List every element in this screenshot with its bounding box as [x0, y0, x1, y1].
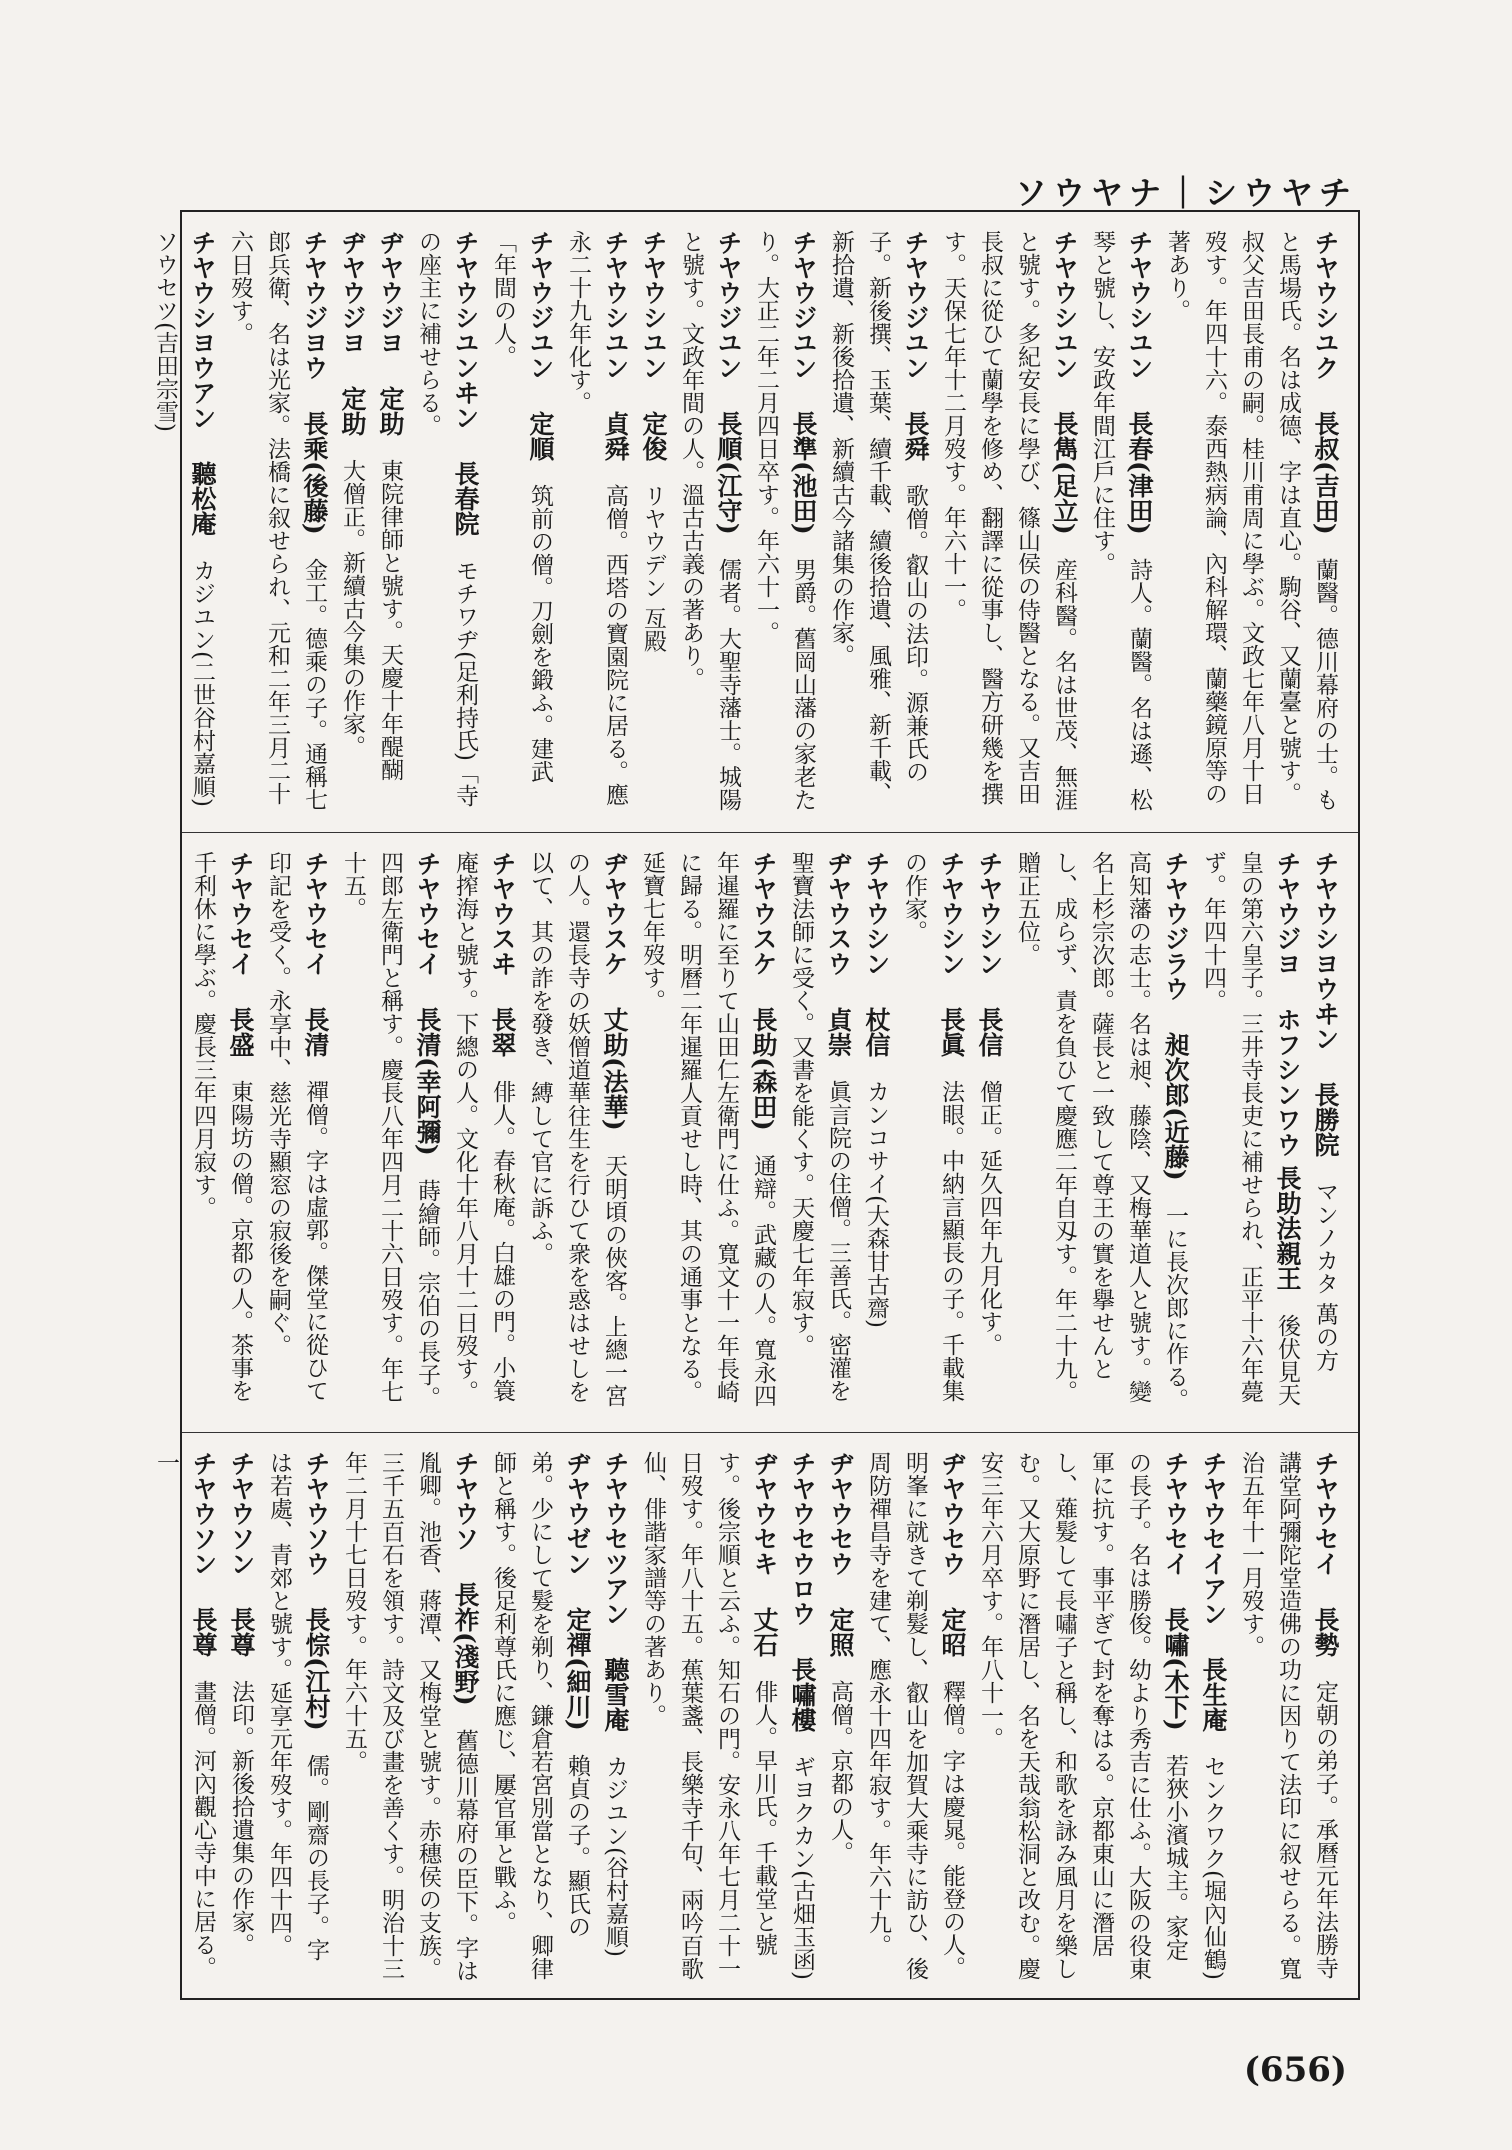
entry-reading: チヤウジヨ: [1273, 851, 1302, 976]
entry-reading: チヤウセイ: [1161, 1451, 1190, 1576]
entry-description: 蒔繪師。宗伯の長子。四郎左衛門と稱す。慶長八年四月二十六日歿す。年七十五。: [340, 851, 440, 1409]
dictionary-entry: [822, 230, 934, 814]
entry-description: 産科醫。名は世茂、無涯と號す。多紀安長に學び、篠山侯の侍醫となる。又吉田長叔に從ひて蘭學を修め、翻譯に從事し、醫方研幾を撰す。天保七年十二月歿す。年六十一。: [940, 230, 1077, 811]
entry-description: 東陽坊の僧。京都の人。茶事を千利休に學ぶ。慶長三年四月寂す。: [190, 851, 253, 1402]
dictionary-entry: [446, 851, 521, 1414]
entry-name: 貞舜: [601, 411, 630, 461]
dictionary-entry: [895, 851, 970, 1414]
entry-description: カンコサイ(大森甘古齋): [863, 1080, 889, 1328]
dictionary-entry: [1232, 1451, 1344, 1982]
entry-name: 長順(江守): [714, 411, 743, 535]
entry-description: 高僧。京都の人。: [827, 1680, 853, 1864]
dictionary-entry: [783, 1451, 821, 1982]
entry-reading: チヤウジユン: [901, 230, 930, 380]
dictionary-entry: [521, 851, 633, 1414]
entry-description: マンノカタ 萬の方: [1312, 1180, 1338, 1372]
entry-reading: チヤウセウロウ: [788, 1451, 817, 1626]
entry-reading: チヤウシヨウヰン: [1311, 851, 1340, 1051]
entry-name: 長叔(吉田): [1311, 411, 1340, 535]
entry-name: 長勝院: [1311, 1082, 1340, 1157]
entry-reading: チヤウシン: [937, 851, 966, 976]
entry-name: 定助: [376, 386, 405, 436]
dictionary-entry: [634, 230, 672, 814]
entry-name: 長祚(淺野): [451, 1582, 480, 1706]
dictionary-entry: [1306, 851, 1344, 1414]
entry-reading: チヤウシヨウアン: [188, 230, 217, 430]
dictionary-entry: [146, 230, 221, 814]
entry-name: 長春(津田): [1125, 411, 1154, 535]
entry-list: [147, 1451, 1344, 1982]
entry-reading: チヤウシユク: [1311, 230, 1340, 380]
dictionary-entry: [747, 230, 822, 814]
entry-name: 長翠: [488, 1007, 517, 1057]
entry-description: カジユン(二世谷村嘉順) ソウセツ(吉田宗雪): [152, 230, 215, 807]
entry-name: 長生庵: [1199, 1657, 1228, 1732]
entry-name: 長準(池田): [789, 411, 818, 535]
page-frame: [152, 210, 1360, 2000]
entry-description: 詩人。蘭醫。名は遜、松琴と號し、安政年間江戶に住す。: [1089, 230, 1152, 811]
entry-reading: ヂヤウセウ: [826, 1451, 855, 1576]
dictionary-entry: [1194, 851, 1306, 1414]
entry-name: 貞崇: [824, 1007, 853, 1057]
dictionary-entry: [222, 1451, 260, 1982]
entry-name: 定順: [526, 411, 555, 461]
entry-description: 僧正。延久四年九月化す。: [976, 1080, 1002, 1356]
entry-reading: チヤウスヰ: [488, 851, 517, 976]
entry-reading: チヤウセイ: [413, 851, 442, 976]
entry-reading: チヤウソ: [451, 1451, 480, 1551]
entry-description: カジユン(谷村嘉順): [602, 1755, 628, 1957]
entry-description: 眞言院の住僧。三善氏。密灌を聖寶法師に受く。又書を能くす。天慶七年寂す。: [788, 851, 851, 1402]
entry-reading: チヤウジラウ: [1161, 851, 1190, 1001]
entry-description: モチワヂ(足利持氏)「寺の座主に補せらる。: [415, 230, 478, 807]
entry-list: [146, 230, 1344, 814]
entry-description: 舊德川幕府の臣下。字は胤卿。池香、蔣潭、又梅堂と號す。赤穗侯の支族。三千五百石を領す。詩文及び畫を善くす。明治十三年二月十七日歿す。年六十五。: [341, 1451, 478, 1982]
entry-description: 法印。新後拾遺集の作家。: [228, 1680, 254, 1956]
entry-description: 一に長次郎に作る。高知藩の志士。名は昶、藤陰、又梅華道人と號す。變名上杉宗次郎。薩長と一致して尊王の實を擧せんとし、成らず、責を負ひて慶應二年自刄す。年二十九。贈正五位。: [1014, 851, 1188, 1411]
dictionary-entry: [335, 1451, 484, 1982]
entry-description: 俳人。早川氏。千載堂と號す。後宗順と云ふ。知石の門。安永八年七月二十一日歿す。年八十五。蕉葉盞、長樂寺千句、兩吟百歌仙、俳諧家譜等の著あり。: [640, 1451, 777, 1980]
entry-reading: チヤウシン: [975, 851, 1004, 976]
entry-name: 昶次郎(近藤): [1161, 1032, 1190, 1181]
entry-name: 長嘯樓: [788, 1657, 817, 1732]
dictionary-entry: [971, 1451, 1194, 1982]
page-number: (656): [1243, 2050, 1347, 2090]
entry-name: 定照: [826, 1607, 855, 1657]
dictionary-entry: [859, 1451, 971, 1982]
dictionary-entry: [484, 230, 559, 814]
entry-description: 儒者。大聖寺藩士。城陽と號す。文政年間の人。溫古古義の著あり。: [678, 230, 741, 811]
dictionary-entry: [1194, 1451, 1232, 1982]
entry-description: 高僧。西塔の寶園院に居る。應永二十九年化す。: [565, 230, 628, 806]
entry-reading: チヤウシユン: [1125, 230, 1154, 380]
entry-name: 長助(森田): [749, 1007, 778, 1131]
entry-reading: チヤウジユン: [789, 230, 818, 380]
entry-description: 釋僧。字は慶晁。能登の人。明峯に就きて剃髮し、叡山を加賀大乘寺に訪ひ、後周防禪昌寺を建て、應永十四年寂す。年六十九。: [865, 1451, 965, 1980]
entry-description: 男爵。舊岡山藩の家老たり。大正二年二月四日卒す。年六十一。: [753, 230, 816, 811]
entry-description: 天明頃の俠客。上總一宮の人。還長寺の妖僧道華往生を行ひて衆を惑はせしを以て、其の詐を發き、縛して官に訴ふ。: [527, 851, 627, 1407]
dictionary-entry: [333, 230, 371, 814]
entry-reading: チヤウシユンヰン: [451, 230, 480, 430]
entry-reading: チヤウシユン: [1050, 230, 1079, 380]
entry-name: 聽松庵: [188, 461, 217, 536]
entry-reading: ヂヤウスウ: [824, 851, 853, 976]
entry-reading: ヂヤウセキ: [750, 1451, 779, 1576]
entry-reading: チヤウセイ: [301, 851, 330, 976]
entry-description: センクワク(堀內仙鶴): [1200, 1755, 1226, 1980]
entry-name: 長乘(後藤): [300, 411, 329, 535]
entry-reading: ヂヤウスケ: [600, 851, 629, 976]
dictionary-entry: [633, 851, 782, 1414]
dictionary-entry: [484, 1451, 596, 1982]
entry-reading: ヂヤウゼン: [563, 1451, 592, 1576]
entry-reading: チヤウセイアン: [1199, 1451, 1228, 1626]
entry-description: 賴貞の子。顯氏の弟。少にして髮を剃り、鎌倉若宮別當となり、卿律師と稱す。後足利尊氏に應じ、屢官軍と戰ふ。: [490, 1451, 590, 1980]
entry-name: 定禪(細川): [563, 1607, 592, 1731]
entry-description: 俳人。春秋庵。白雄の門。小簑庵搾海と號す。下總の人。文化十年八月十二日歿す。: [452, 851, 515, 1403]
entry-reading: チヤウシン: [862, 851, 891, 976]
dictionary-entry: [782, 851, 857, 1414]
dictionary-entry: [147, 1451, 222, 1982]
entry-description: 歌僧。叡山の法印。源兼氏の子。新後撰、玉葉、續千載、續後拾遺、風雅、新千載、新拾遺、新後拾遺、新續古今諸集の作家。: [828, 230, 928, 805]
entry-name: 長悰(江村): [302, 1607, 331, 1731]
entry-description: リヤウデン 亙殿: [640, 484, 666, 653]
entry-reading: チヤウシユン: [601, 230, 630, 380]
entry-reading: ヂヤウセウ: [938, 1451, 967, 1576]
entry-reading: チヤウセイ: [226, 851, 255, 976]
entry-description: 通辯。武藏の人。寬永四年暹羅に至りて山田仁左衛門に仕ふ。寬文十一年長崎に歸る。明曆二年暹羅人貢せし時、其の通事となる。延寶七年歿す。: [639, 851, 776, 1407]
entry-list: [184, 851, 1344, 1414]
entry-reading: チヤウセツアン: [601, 1451, 630, 1626]
entry-name: 長雋(足立): [1050, 411, 1079, 535]
entry-reading: チヤウジヨウ: [300, 230, 329, 380]
entry-description: 金工。德乘の子。通稱七郎兵衛、名は光家。法橋に叙せられ、元和二年三月二十六日歿す。: [227, 230, 327, 811]
entry-reading: チヤウソン: [189, 1451, 218, 1576]
entry-description: 禪僧。字は虛郭。傑堂に從ひて印記を受く。永享中、慈光寺顯窓の寂後を嗣ぐ。: [265, 851, 328, 1402]
dictionary-entry: [970, 851, 1008, 1414]
dictionary-entry: [934, 230, 1083, 814]
dictionary-entry: [821, 1451, 859, 1982]
entry-name: ホフシンワウ 長助法親王: [1273, 1007, 1302, 1291]
entry-name: 長勢: [1311, 1607, 1340, 1657]
dictionary-entry: [259, 851, 334, 1414]
entry-name: 長舜: [901, 411, 930, 461]
entry-name: 定俊: [639, 411, 668, 461]
entry-name: 杖信: [862, 1007, 891, 1057]
entry-reading: ヂヤウジヨ: [376, 230, 405, 355]
entry-name: 長清: [301, 1007, 330, 1057]
entry-description: 畫僧。河內觀心寺中に居る。一: [153, 1451, 216, 1979]
entry-name: 丈石: [750, 1607, 779, 1657]
entry-description: 法眼。中納言顯長の子。千載集の作家。: [901, 851, 964, 1402]
dictionary-entry: [1083, 230, 1158, 814]
entry-description: 若狹小濱城主。家定の長子。名は勝俊。幼より秀吉に仕ふ。大阪の役東軍に抗す。事平ぎて封を奪はる。京都東山に潛居し、薙髮して長嘯子と稱し、和歌を詠み風月を樂しむ。又大原野に潛居し、名を天哉翁松洞と改む。慶安三年六月卒す。年八十一。: [977, 1451, 1188, 1980]
entry-reading: チヤウシユン: [639, 230, 668, 380]
entry-reading: チヤウジユン: [714, 230, 743, 380]
dictionary-entry: [221, 230, 333, 814]
dictionary-entry: [1158, 230, 1344, 814]
entry-name: 長盛: [226, 1007, 255, 1057]
text-band-middle: [182, 832, 1358, 1432]
entry-description: 定朝の弟子。承曆元年法勝寺講堂阿彌陀堂造佛の功に因りて法印に叙せらる。寬治五年十一月歿す。: [1238, 1451, 1338, 1980]
entry-name: 聽雪庵: [601, 1657, 630, 1732]
entry-name: 定助: [338, 386, 367, 436]
text-band-bottom: [153, 1432, 1358, 2000]
text-band-top: [152, 212, 1358, 832]
entry-description: 儒。剛齋の長子。字は若處、青郊と號す。延享元年歿す。年四十四。: [266, 1451, 329, 1961]
entry-description: 東院律師と號す。天慶十年醍醐: [377, 459, 403, 781]
entry-reading: チヤウスケ: [749, 851, 778, 976]
entry-reading: チヤウソウ: [302, 1451, 331, 1576]
entry-name: 長尊: [227, 1607, 256, 1657]
entry-description: 後伏見天皇の第六皇子。三井寺長吏に補せられ、正平十六年薨ず。年四十四。: [1200, 851, 1300, 1406]
entry-reading: チヤウソン: [227, 1451, 256, 1576]
entry-reading: ヂヤウジヨ: [338, 230, 367, 355]
entry-description: ギヨクカン(古畑玉函): [789, 1755, 815, 1980]
entry-description: 筑前の僧。刀劍を鍛ふ。建武「年間の人。: [490, 230, 553, 783]
dictionary-entry: [371, 230, 409, 814]
entry-name: 長眞: [937, 1007, 966, 1057]
entry-name: 長尊: [189, 1607, 218, 1657]
dictionary-entry: [857, 851, 895, 1414]
entry-name: 丈助(法華): [600, 1007, 629, 1131]
dictionary-entry: [559, 230, 634, 814]
entry-name: 長信: [975, 1007, 1004, 1057]
dictionary-entry: [409, 230, 484, 814]
entry-name: 定昭: [938, 1607, 967, 1657]
entry-name: 長清(幸阿彌): [413, 1007, 442, 1156]
entry-description: 大僧正。新續古今集の作家。: [339, 459, 365, 758]
running-head: ソウヤナ｜シウヤチ: [1014, 174, 1357, 212]
dictionary-entry: [184, 851, 259, 1414]
entry-reading: チヤウジユン: [526, 230, 555, 380]
entry-name: 長春院: [451, 461, 480, 536]
dictionary-entry: [260, 1451, 335, 1982]
dictionary-entry: [596, 1451, 634, 1982]
dictionary-entry: [334, 851, 446, 1414]
entry-name: 長嘯(木下): [1161, 1607, 1190, 1731]
entry-reading: チヤウセイ: [1311, 1451, 1340, 1576]
dictionary-entry: [1008, 851, 1194, 1414]
dictionary-entry: [634, 1451, 783, 1982]
entry-description: 蘭醫。德川幕府の士。もと馬場氏。名は成德、字は直心。駒谷、又蘭臺と號す。叔父吉田長甫の嗣。桂川甫周に學ぶ。文政七年八月十日歿す。年四十六。泰西熱病論、內科解環、蘭藥鏡原等の著あり。: [1164, 230, 1338, 811]
dictionary-entry: [672, 230, 747, 814]
